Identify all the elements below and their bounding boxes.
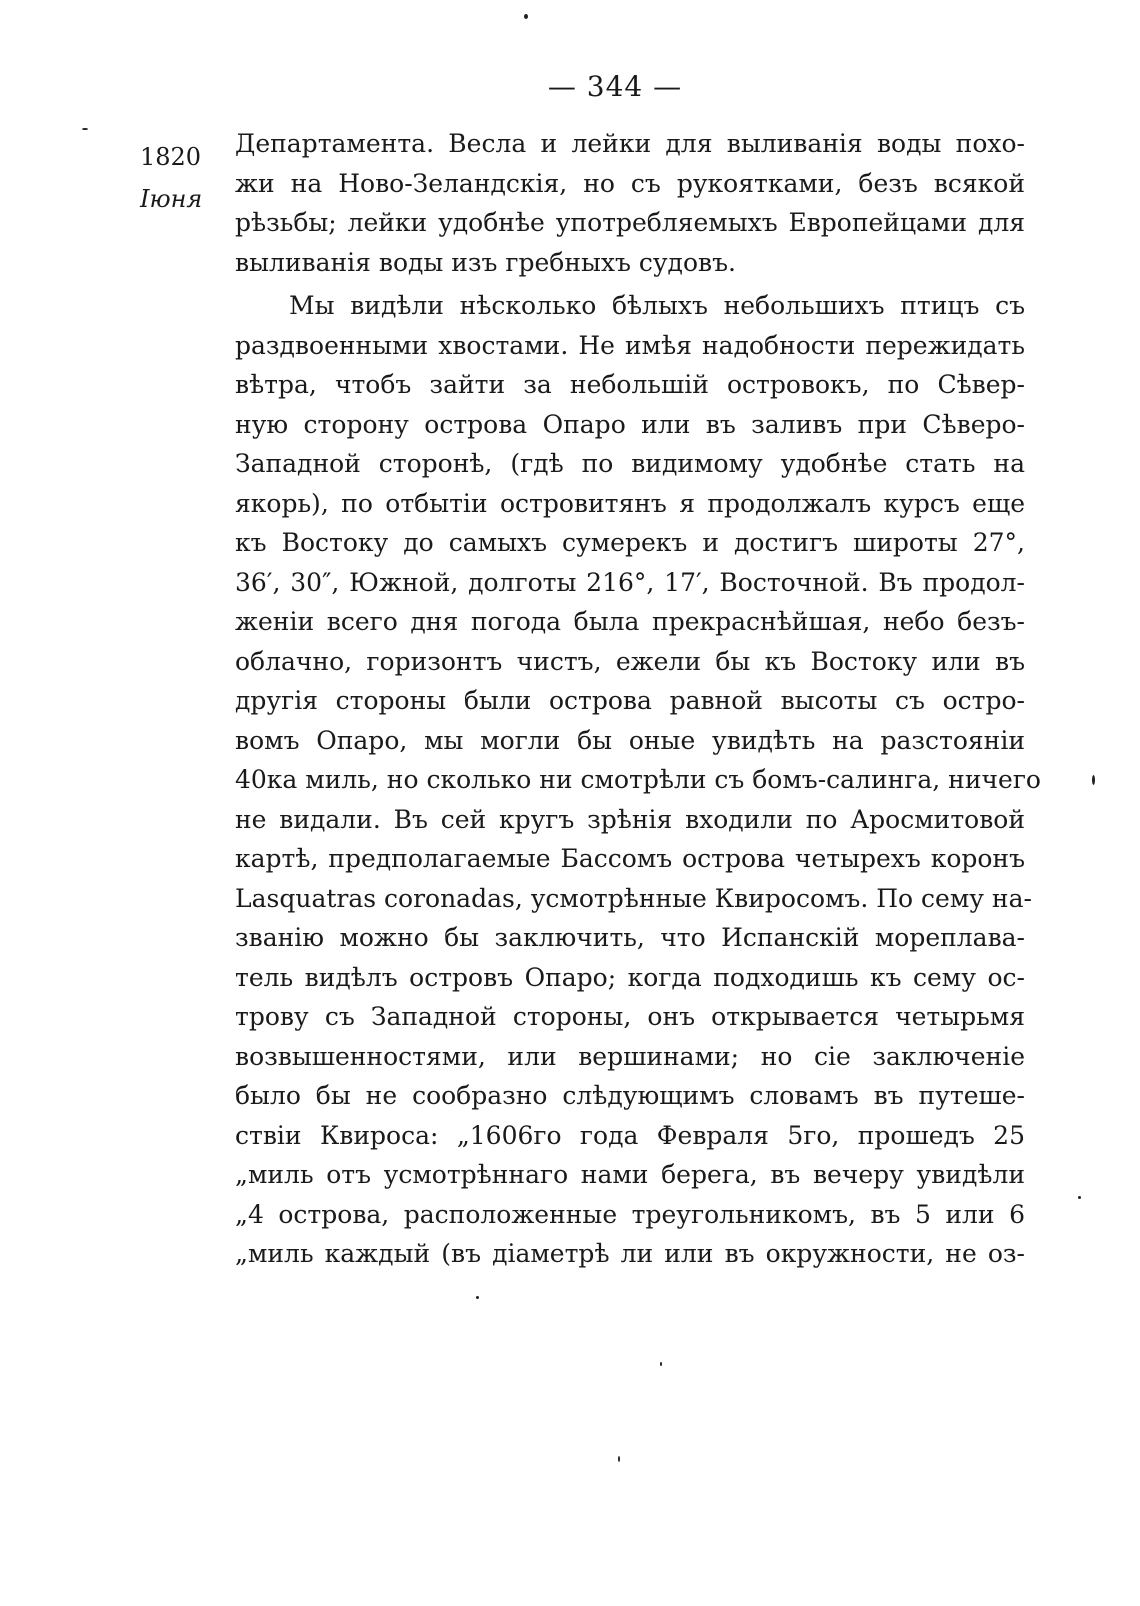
text-line: Западной сторонѣ, (гдѣ по видимому удобнѣе стать на	[235, 449, 1025, 478]
text-line: якорь), по отбытіи островитянъ я продолжалъ курсъ еще	[235, 488, 1025, 518]
scan-speck	[524, 14, 528, 19]
page-number: — 344 —	[547, 70, 683, 103]
text-line: ную сторону острова Опаро или въ заливъ при Сѣверо-	[235, 409, 1025, 439]
text-line: ствіи Квироса: „1606го года Февраля 5го, прошедъ 25	[235, 1120, 1025, 1150]
text-line: 36′, 30″, Южной, долготы 216°, 17′, Восточной. Въ продол-	[235, 567, 1025, 597]
text-line: „миль каждый (въ діаметрѣ ли или въ окружности, не оз-	[235, 1239, 1025, 1268]
text-line: званію можно бы заключить, что Испанскій мореплава-	[235, 923, 1025, 952]
paragraph-2	[235, 286, 1041, 1274]
text-line: другія стороны были острова равной высоты съ остро-	[235, 686, 1025, 715]
text-line: возвышенностями, или вершинами; но сіе заключеніе	[235, 1041, 1025, 1071]
scan-speck	[82, 128, 88, 130]
margin-year: 1820	[140, 143, 202, 171]
scan-speck	[476, 1296, 479, 1299]
scan-speck	[660, 1362, 662, 1366]
text-line: было бы не сообразно слѣдующимъ словамъ въ путеше-	[235, 1081, 1025, 1110]
text-line: облачно, горизонтъ чистъ, ежели бы къ Востоку или въ	[235, 646, 1025, 676]
scan-speck	[1078, 1196, 1081, 1199]
text-line: вомъ Опаро, мы могли бы оные увидѣть на разстояніи	[235, 725, 1025, 755]
text-line: „4 острова, расположенные треугольникомъ, въ 5 или 6	[235, 1199, 1025, 1229]
text-line: раздвоенными хвостами. Не имѣя надобности пережидать	[235, 330, 1025, 360]
text-line: 40ка миль, но сколько ни смотрѣли съ бомъ-салинга, ничего	[235, 765, 1041, 794]
scan-speck	[618, 1456, 620, 1462]
text-line: Мы видѣли нѣсколько бѣлыхъ небольшихъ птицъ съ	[289, 291, 1025, 320]
text-line: рѣзьбы; лейки удобнѣе употребляемыхъ Европейцами для	[235, 208, 1025, 237]
text-line: къ Востоку до самыхъ сумерекъ и достигъ широты 27°,	[235, 528, 1025, 557]
text-line: не видали. Въ сей кругъ зрѣнія входили по Аросмитовой	[235, 804, 1025, 834]
text-line: Lasquatras coronadas, усмотрѣнные Квиросомъ. По сему на-	[235, 883, 1032, 913]
paragraph-1	[235, 124, 1025, 282]
margin-month: Іюня	[140, 185, 203, 213]
text-line: картѣ, предполагаемые Бассомъ острова четырехъ коронъ	[235, 844, 1025, 873]
text-line: трову съ Западной стороны, онъ открывается четырьмя	[235, 1002, 1025, 1031]
text-line: выливанія воды изъ гребныхъ судовъ.	[235, 247, 736, 277]
body-text	[235, 124, 1041, 1274]
text-line: Департамента. Весла и лейки для выливанія воды похо-	[235, 129, 1025, 158]
text-line: женіи всего дня погода была прекраснѣйшая, небо безъ-	[235, 607, 1025, 636]
scan-speck	[1092, 775, 1095, 785]
margin-date-note	[140, 136, 230, 220]
text-line: „миль отъ усмотрѣннаго нами берега, въ вечеру увидѣли	[235, 1160, 1025, 1189]
text-line: жи на Ново-Зеландскія, но съ рукоятками, безъ всякой	[235, 168, 1025, 198]
text-line: вѣтра, чтобъ зайти за небольшій островокъ, по Сѣвер-	[235, 370, 1025, 399]
text-line: тель видѣлъ островъ Опаро; когда подходишь къ сему ос-	[235, 962, 1025, 992]
